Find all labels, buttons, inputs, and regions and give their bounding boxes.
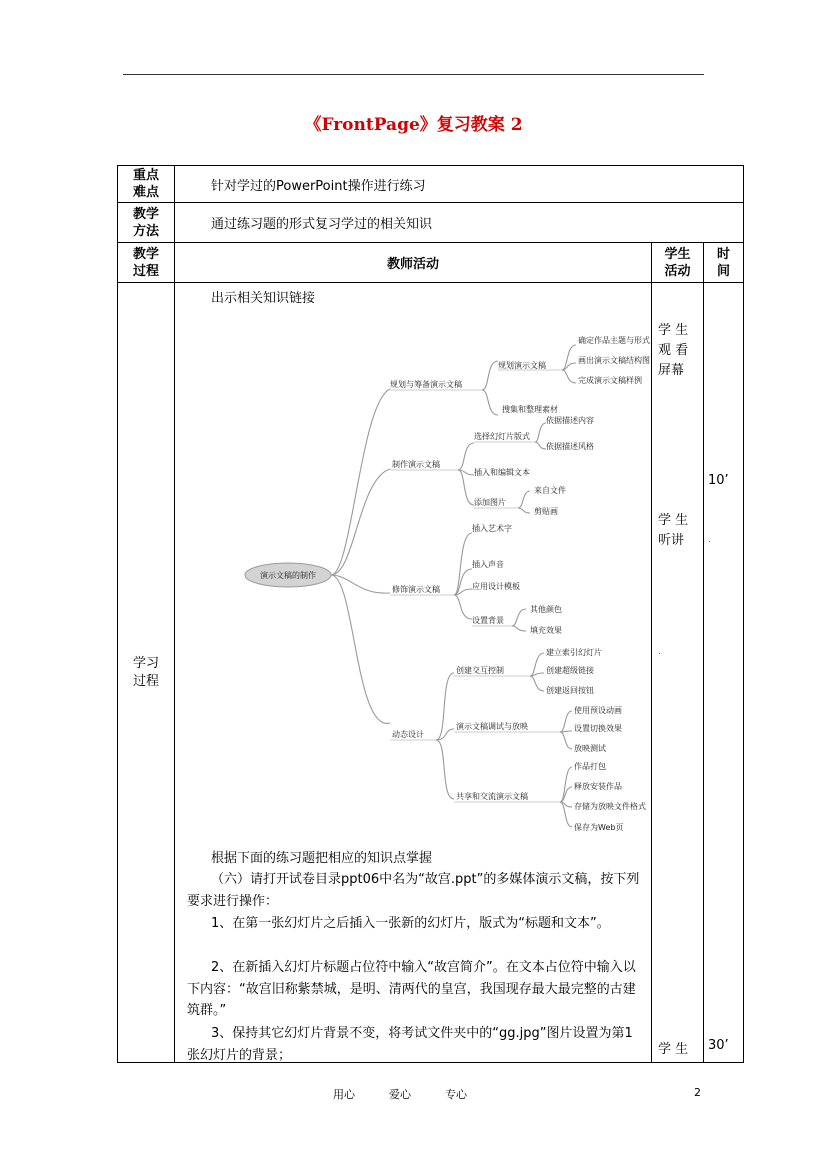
intro-text: 出示相关知识链接 xyxy=(211,291,316,306)
mindmap-node-label: 完成演示文稿样例 xyxy=(578,376,642,385)
mindmap-node-label: 插入声音 xyxy=(472,560,504,569)
mindmap-node-label: 规划演示文稿 xyxy=(498,361,546,370)
footer-motto-2: 爱心 xyxy=(389,1088,411,1101)
key-points-label: 重点 难点 xyxy=(118,166,175,203)
mindmap-root-label: 演示文稿的制作 xyxy=(260,571,316,580)
mindmap-node-label: 依据描述风格 xyxy=(546,442,594,451)
mindmap-b4: 动态设计 xyxy=(392,730,424,739)
exercise-heading: 根据下面的练习题把相应的知识点掌握 xyxy=(211,851,433,866)
teacher-activity-cell xyxy=(175,283,652,1063)
stray-mark-2: . xyxy=(658,647,661,657)
student-note-3: 学 生 xyxy=(658,1042,689,1057)
student-note-watch: 学 生 观 看 屏幕 xyxy=(658,323,689,378)
process-label: 教学 过程 xyxy=(118,243,175,283)
exercise-paragraph-2: 1、在第一张幻灯片之后插入一张新的幻灯片，版式为“标题和文本”。 xyxy=(211,916,610,931)
mindmap-node-label: 插入艺术字 xyxy=(472,524,512,533)
lesson-plan-table xyxy=(117,165,744,1063)
method-label: 教学 方法 xyxy=(118,203,175,243)
page-title: 《FrontPage》复习教案 2 xyxy=(304,115,523,135)
page-number: 2 xyxy=(694,1086,701,1099)
mindmap-node-label: 保存为Web页 xyxy=(574,823,624,832)
time-10: 10’ xyxy=(708,473,729,488)
mindmap-node-label: 确定作品主题与形式 xyxy=(578,336,650,345)
mindmap-node-label: 选择幻灯片版式 xyxy=(474,432,530,441)
mindmap-node-label: 创建超级链接 xyxy=(546,666,594,675)
mindmap-node-label: 演示文稿调试与放映 xyxy=(456,722,528,731)
mindmap-node-label: 剪贴画 xyxy=(534,507,558,516)
mindmap-node-label: 作品打包 xyxy=(574,762,606,771)
mindmap-node-label: 搜集和整理素材 xyxy=(502,405,558,414)
mindmap-node-label: 画出演示文稿结构图 xyxy=(578,356,650,365)
student-activity-cell xyxy=(652,283,704,1063)
time-header: 时 间 xyxy=(704,243,744,283)
mindmap-node-label: 放映测试 xyxy=(574,744,606,753)
mindmap-node-label: 创建交互控制 xyxy=(456,666,504,675)
mindmap-node-label: 插入和编辑文本 xyxy=(474,468,530,477)
student-note-listen: 学 生 听讲 xyxy=(658,513,689,548)
mindmap-node-label: 创建返回按钮 xyxy=(546,686,594,695)
header-rule xyxy=(123,74,704,75)
mindmap-node-label: 释放安装作品 xyxy=(574,782,622,791)
mindmap-node-label: 共享和交流演示文稿 xyxy=(456,792,528,801)
mindmap-b1: 规划与筹备演示文稿 xyxy=(390,380,462,389)
mindmap-node-label: 应用设计模板 xyxy=(472,582,520,591)
mindmap-node-label: 其他颜色 xyxy=(530,605,562,614)
footer-motto-3: 专心 xyxy=(445,1088,467,1101)
mindmap-node-label: 依据描述内容 xyxy=(546,416,594,425)
exercise-paragraph-4: 3、保持其它幻灯片背景不变，将考试文件夹中的“gg.jpg”图片设置为第1张幻灯片的背景； xyxy=(187,1026,633,1063)
exercise-paragraph-1: （六）请打开试卷目录ppt06中名为“故宫.ppt”的多媒体演示文稿，按下列要求进行操作： xyxy=(187,872,640,909)
key-points-text: 针对学过的PowerPoint操作进行练习 xyxy=(175,166,744,203)
mindmap-node-label: 设置切换效果 xyxy=(574,724,622,733)
mindmap-node-label: 建立索引幻灯片 xyxy=(546,648,602,657)
learning-process-label: 学习 过程 xyxy=(118,283,175,1063)
mind-map xyxy=(240,333,650,843)
method-text: 通过练习题的形式复习学过的相关知识 xyxy=(175,203,744,243)
mindmap-node-label: 存储为放映文件格式 xyxy=(574,802,646,811)
mindmap-b3: 修饰演示文稿 xyxy=(392,585,440,594)
stray-mark-1: . xyxy=(708,535,711,545)
mindmap-node-label: 设置背景 xyxy=(472,616,504,625)
mindmap-node-label: 添加图片 xyxy=(474,498,506,507)
exercise-paragraph-3: 2、在新插入幻灯片标题占位符中输入“故宫简介”。在文本占位符中输入以下内容：“故宫旧称紫禁城，是明、清两代的皇宫，我国现存最大最完整的古建筑群。” xyxy=(187,960,636,1018)
footer-motto-1: 用心 xyxy=(333,1088,355,1101)
teacher-activity-header: 教师活动 xyxy=(175,243,652,283)
time-cell xyxy=(704,283,744,1063)
mindmap-b2: 制作演示文稿 xyxy=(392,460,440,469)
mindmap-node-label: 来自文件 xyxy=(534,486,566,495)
student-activity-header: 学生 活动 xyxy=(652,243,704,283)
mindmap-node-label: 填充效果 xyxy=(530,626,562,635)
mindmap-node-label: 使用预设动画 xyxy=(574,706,622,715)
time-30: 30’ xyxy=(708,1038,729,1053)
